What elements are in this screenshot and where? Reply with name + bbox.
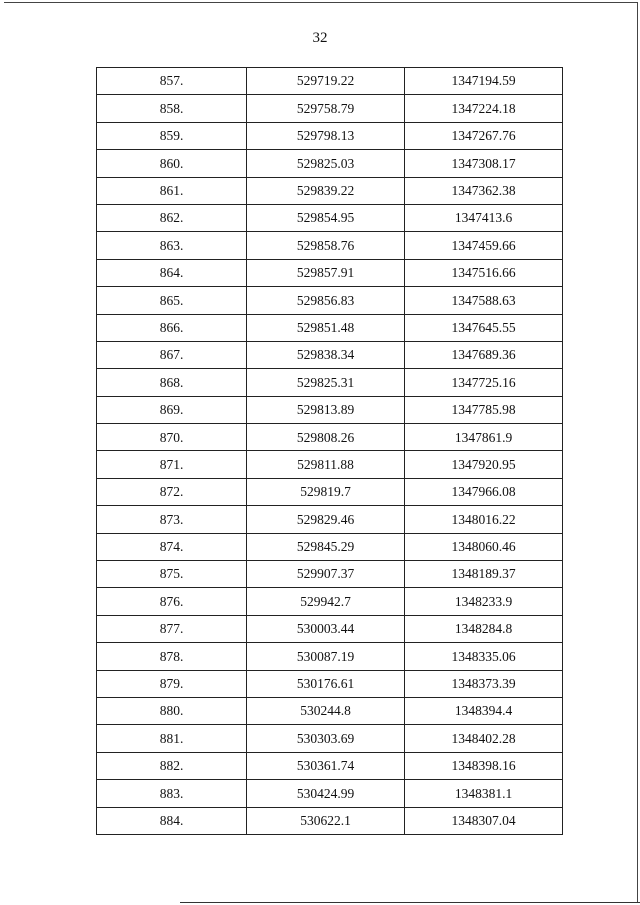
x-coordinate-cell: 529808.26 — [247, 424, 405, 451]
table-row — [97, 396, 563, 423]
y-coordinate-cell: 1348060.46 — [405, 533, 563, 560]
y-coordinate-cell: 1347966.08 — [405, 478, 563, 505]
x-coordinate-cell: 529854.95 — [247, 204, 405, 231]
y-coordinate-cell: 1348189.37 — [405, 561, 563, 588]
table-row — [97, 369, 563, 396]
point-number-cell: 862. — [97, 204, 247, 231]
table-row — [97, 697, 563, 724]
y-coordinate-cell: 1347413.6 — [405, 204, 563, 231]
x-coordinate-cell: 529813.89 — [247, 396, 405, 423]
point-number-cell: 870. — [97, 424, 247, 451]
table-row — [97, 533, 563, 560]
y-coordinate-cell: 1348394.4 — [405, 697, 563, 724]
table-row — [97, 122, 563, 149]
point-number-cell: 883. — [97, 780, 247, 807]
y-coordinate-cell: 1348016.22 — [405, 506, 563, 533]
point-number-cell: 875. — [97, 561, 247, 588]
x-coordinate-cell: 529845.29 — [247, 533, 405, 560]
point-number-cell: 863. — [97, 232, 247, 259]
x-coordinate-cell: 530622.1 — [247, 807, 405, 834]
point-number-cell: 860. — [97, 150, 247, 177]
x-coordinate-cell: 529839.22 — [247, 177, 405, 204]
y-coordinate-cell: 1347725.16 — [405, 369, 563, 396]
table-row — [97, 561, 563, 588]
y-coordinate-cell: 1347362.38 — [405, 177, 563, 204]
table-row — [97, 506, 563, 533]
y-coordinate-cell: 1348233.9 — [405, 588, 563, 615]
table-row — [97, 451, 563, 478]
point-number-cell: 877. — [97, 615, 247, 642]
point-number-cell: 865. — [97, 287, 247, 314]
x-coordinate-cell: 529851.48 — [247, 314, 405, 341]
table-row — [97, 150, 563, 177]
y-coordinate-cell: 1347588.63 — [405, 287, 563, 314]
x-coordinate-cell: 530176.61 — [247, 670, 405, 697]
point-number-cell: 873. — [97, 506, 247, 533]
point-number-cell: 881. — [97, 725, 247, 752]
y-coordinate-cell: 1348402.28 — [405, 725, 563, 752]
table-body — [97, 68, 563, 835]
table-row — [97, 752, 563, 779]
bottom-rule — [180, 902, 640, 903]
point-number-cell: 857. — [97, 68, 247, 95]
point-number-cell: 880. — [97, 697, 247, 724]
y-coordinate-cell: 1347516.66 — [405, 259, 563, 286]
point-number-cell: 866. — [97, 314, 247, 341]
x-coordinate-cell: 529942.7 — [247, 588, 405, 615]
point-number-cell: 867. — [97, 341, 247, 368]
table-row — [97, 287, 563, 314]
y-coordinate-cell: 1347267.76 — [405, 122, 563, 149]
y-coordinate-cell: 1347689.36 — [405, 341, 563, 368]
point-number-cell: 872. — [97, 478, 247, 505]
x-coordinate-cell: 530303.69 — [247, 725, 405, 752]
y-coordinate-cell: 1348381.1 — [405, 780, 563, 807]
y-coordinate-cell: 1347645.55 — [405, 314, 563, 341]
point-number-cell: 864. — [97, 259, 247, 286]
y-coordinate-cell: 1348307.04 — [405, 807, 563, 834]
x-coordinate-cell: 529857.91 — [247, 259, 405, 286]
point-number-cell: 869. — [97, 396, 247, 423]
y-coordinate-cell: 1347308.17 — [405, 150, 563, 177]
table-row — [97, 259, 563, 286]
table-row — [97, 643, 563, 670]
page-number: 32 — [312, 30, 328, 46]
y-coordinate-cell: 1347194.59 — [405, 68, 563, 95]
x-coordinate-cell: 530361.74 — [247, 752, 405, 779]
x-coordinate-cell: 529907.37 — [247, 561, 405, 588]
y-coordinate-cell: 1347224.18 — [405, 95, 563, 122]
x-coordinate-cell: 530087.19 — [247, 643, 405, 670]
table-row — [97, 232, 563, 259]
point-number-cell: 876. — [97, 588, 247, 615]
table-row — [97, 204, 563, 231]
y-coordinate-cell: 1348398.16 — [405, 752, 563, 779]
table-row — [97, 615, 563, 642]
y-coordinate-cell: 1347459.66 — [405, 232, 563, 259]
table-row — [97, 780, 563, 807]
x-coordinate-cell: 530003.44 — [247, 615, 405, 642]
x-coordinate-cell: 529811.88 — [247, 451, 405, 478]
point-number-cell: 878. — [97, 643, 247, 670]
table-row — [97, 670, 563, 697]
table-row — [97, 68, 563, 95]
table-row — [97, 177, 563, 204]
y-coordinate-cell: 1347920.95 — [405, 451, 563, 478]
y-coordinate-cell: 1348335.06 — [405, 643, 563, 670]
x-coordinate-cell: 529719.22 — [247, 68, 405, 95]
x-coordinate-cell: 529825.31 — [247, 369, 405, 396]
x-coordinate-cell: 529758.79 — [247, 95, 405, 122]
table-row — [97, 807, 563, 834]
table-row — [97, 424, 563, 451]
table-row — [97, 314, 563, 341]
point-number-cell: 874. — [97, 533, 247, 560]
x-coordinate-cell: 529825.03 — [247, 150, 405, 177]
y-coordinate-cell: 1348284.8 — [405, 615, 563, 642]
x-coordinate-cell: 529798.13 — [247, 122, 405, 149]
table-row — [97, 725, 563, 752]
x-coordinate-cell: 530244.8 — [247, 697, 405, 724]
point-number-cell: 868. — [97, 369, 247, 396]
x-coordinate-cell: 529838.34 — [247, 341, 405, 368]
point-number-cell: 884. — [97, 807, 247, 834]
table-row — [97, 341, 563, 368]
x-coordinate-cell: 529858.76 — [247, 232, 405, 259]
point-number-cell: 861. — [97, 177, 247, 204]
coordinates-table — [96, 67, 563, 835]
table-row — [97, 478, 563, 505]
point-number-cell: 858. — [97, 95, 247, 122]
y-coordinate-cell: 1347785.98 — [405, 396, 563, 423]
point-number-cell: 859. — [97, 122, 247, 149]
point-number-cell: 871. — [97, 451, 247, 478]
y-coordinate-cell: 1347861.9 — [405, 424, 563, 451]
table-row — [97, 95, 563, 122]
x-coordinate-cell: 530424.99 — [247, 780, 405, 807]
y-coordinate-cell: 1348373.39 — [405, 670, 563, 697]
point-number-cell: 879. — [97, 670, 247, 697]
x-coordinate-cell: 529829.46 — [247, 506, 405, 533]
table-row — [97, 588, 563, 615]
point-number-cell: 882. — [97, 752, 247, 779]
x-coordinate-cell: 529856.83 — [247, 287, 405, 314]
x-coordinate-cell: 529819.7 — [247, 478, 405, 505]
